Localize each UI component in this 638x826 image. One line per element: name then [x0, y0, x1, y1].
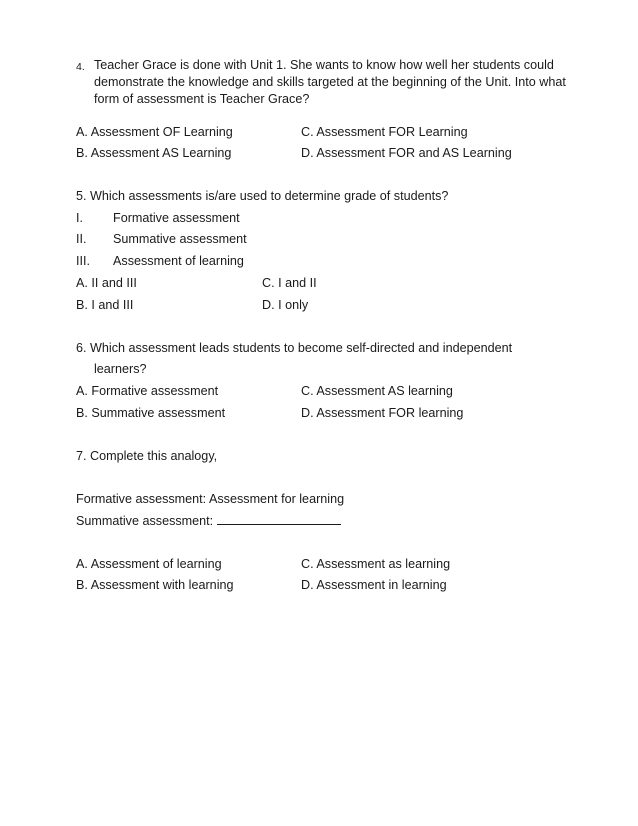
question-5-item-1-numeral: I.	[76, 211, 83, 225]
question-7-analogy-line-2	[76, 512, 341, 529]
question-4-option-d: D. Assessment FOR and AS Learning	[301, 146, 512, 160]
question-7-analogy-prefix: Summative assessment:	[76, 514, 214, 528]
question-6-option-d: D. Assessment FOR learning	[301, 406, 464, 420]
question-7-option-b: B. Assessment with learning	[76, 578, 234, 592]
question-4-stem-line-1: Teacher Grace is done with Unit 1. She wants to know how well her students could	[94, 58, 554, 72]
question-5-option-d: D. I only	[262, 298, 309, 312]
question-7-option-c: C. Assessment as learning	[301, 557, 451, 571]
question-6-option-c: C. Assessment AS learning	[301, 384, 453, 398]
question-7-stem: 7. Complete this analogy,	[76, 449, 218, 463]
question-4-option-a: A. Assessment OF Learning	[76, 125, 233, 139]
question-6-stem-line-2: learners?	[94, 362, 147, 376]
question-4-number: 4.	[76, 61, 85, 73]
question-4-stem-line-2: demonstrate the knowledge and skills targeted at the beginning of the Unit. Into what	[94, 75, 566, 89]
question-4-option-c: C. Assessment FOR Learning	[301, 125, 468, 139]
question-5-item-3-text: Assessment of learning	[113, 254, 244, 268]
question-5-item-2-numeral: II.	[76, 232, 87, 246]
question-6-option-a: A. Formative assessment	[76, 384, 219, 398]
question-7-analogy-line-1: Formative assessment: Assessment for learning	[76, 492, 345, 506]
question-5-item-2-text: Summative assessment	[113, 232, 247, 246]
question-4-stem-line-3: form of assessment is Teacher Grace?	[94, 92, 310, 106]
question-5-option-c: C. I and II	[262, 276, 317, 290]
question-6-option-b: B. Summative assessment	[76, 406, 226, 420]
question-5-item-3-numeral: III.	[76, 254, 90, 268]
question-5-item-1-text: Formative assessment	[113, 211, 240, 225]
question-7-option-a: A. Assessment of learning	[76, 557, 222, 571]
question-5-option-a: A. II and III	[76, 276, 137, 290]
question-4-option-b: B. Assessment AS Learning	[76, 146, 232, 160]
answer-blank	[217, 512, 341, 525]
question-5-option-b: B. I and III	[76, 298, 134, 312]
question-6-stem-line-1: 6. Which assessment leads students to become self-directed and independent	[76, 341, 513, 355]
question-7-option-d: D. Assessment in learning	[301, 578, 447, 592]
question-5-stem: 5. Which assessments is/are used to determine grade of students?	[76, 189, 449, 203]
